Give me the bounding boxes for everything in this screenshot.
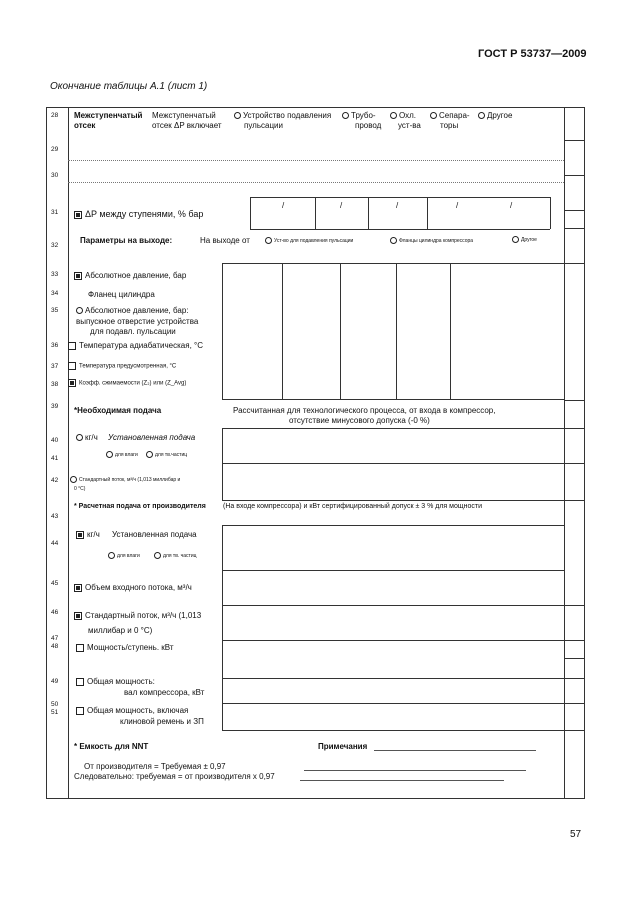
option-text: пульсации <box>244 121 283 130</box>
option-pulsation-device[interactable]: Уст-во для подавления пульсации <box>265 237 353 244</box>
abs-pressure-outlet[interactable]: Абсолютное давление, бар: <box>76 306 189 315</box>
option-pulsation[interactable]: Устройство подавления <box>234 111 331 120</box>
field-note: отсутствие минусового допуска (-0 %) <box>289 416 430 425</box>
power-per-stage-field[interactable]: Мощность/ступень. кВт <box>76 643 174 652</box>
table-caption: Окончание таблицы А.1 (лист 1) <box>50 81 208 92</box>
field-note: Рассчитанная для технологического процесса, от входа в компрессор, <box>233 406 496 415</box>
field-label: Установленная подача <box>112 530 197 539</box>
formula-line: Следовательно: требуемая = от производителя x 0,97 <box>74 772 275 781</box>
radio-icon <box>265 237 272 244</box>
slash-mark: / <box>282 201 285 210</box>
nnt-capacity-label: * Емкость для NNT <box>74 742 149 751</box>
radio-icon <box>106 451 113 458</box>
row-number: 36 <box>51 342 59 349</box>
option-cooler[interactable]: Охл. <box>390 111 416 120</box>
field-label: Межступенчатый <box>152 111 216 120</box>
unit-kg-h-checkbox[interactable]: кг/ч <box>76 530 100 539</box>
option-text: торы <box>440 121 459 130</box>
std-flow-option[interactable]: Стандартный поток, м³/ч (1,013 миллибар и <box>70 476 180 483</box>
inlet-volume-field[interactable]: Объем входного потока, м³/ч <box>74 583 192 592</box>
radio-icon <box>76 307 83 314</box>
row-title: отсек <box>74 121 96 130</box>
row-number: 31 <box>51 209 59 216</box>
field-label: отсек ΔP включает <box>152 121 222 130</box>
unit-kg-h-option[interactable]: кг/ч <box>76 433 98 442</box>
field-label: миллибар и 0 °С) <box>88 626 153 635</box>
field-label: клиновой ремень и ЗП <box>120 717 204 726</box>
checkbox-icon <box>76 707 84 715</box>
radio-icon <box>342 112 349 119</box>
option-other[interactable]: Другое <box>478 111 512 120</box>
outlet-params-title: Параметры на выходе: <box>80 236 173 245</box>
row-number: 49 <box>51 678 59 685</box>
checkbox-icon <box>76 531 84 539</box>
field-label: Фланец цилиндра <box>88 290 155 299</box>
rated-flow-title: * Расчетная подача от производителя <box>74 503 206 510</box>
radio-icon <box>478 112 485 119</box>
field-label: Установленная подача <box>108 433 196 442</box>
row-number: 34 <box>51 290 59 297</box>
slash-mark: / <box>510 201 513 210</box>
option-particles[interactable]: для тв.частиц <box>146 451 187 458</box>
row-number: 45 <box>51 580 59 587</box>
radio-icon <box>154 552 161 559</box>
option-particles[interactable]: для тв. частиц <box>154 552 197 559</box>
design-temp-field[interactable]: Температура предусмотренная, °С <box>68 362 176 370</box>
radio-icon <box>512 236 519 243</box>
field-label: вал компрессора, кВт <box>124 688 205 697</box>
abs-pressure-field[interactable]: Абсолютное давление, бар <box>74 271 186 280</box>
remarks-input[interactable] <box>374 750 536 751</box>
adiabatic-temp-field[interactable]: Температура адиабатическая, °С <box>68 341 203 350</box>
row-number: 29 <box>51 146 59 153</box>
radio-icon <box>108 552 115 559</box>
row-number: 43 <box>51 513 59 520</box>
radio-icon <box>146 451 153 458</box>
row-number: 39 <box>51 403 59 410</box>
row-number: 42 <box>51 477 59 484</box>
checkbox-icon <box>74 584 82 592</box>
field-label: На выходе от <box>200 236 250 245</box>
total-power-belt-field[interactable]: Общая мощность, включая <box>76 706 188 715</box>
row-number: 40 <box>51 437 59 444</box>
radio-icon <box>390 237 397 244</box>
slash-mark: / <box>340 201 343 210</box>
row-number: 48 <box>51 643 59 650</box>
row-number: 30 <box>51 172 59 179</box>
formula-line: От производителя = Требуемая ± 0,97 <box>84 762 226 771</box>
total-power-shaft-field[interactable]: Общая мощность: <box>76 677 155 686</box>
slash-mark: / <box>396 201 399 210</box>
radio-icon <box>76 434 83 441</box>
checkbox-icon <box>76 644 84 652</box>
row-number: 51 <box>51 709 59 716</box>
checkbox-icon <box>74 272 82 280</box>
remarks-label: Примечания <box>318 742 368 751</box>
checkbox-icon <box>74 211 82 219</box>
field-label: выпускное отверстие устройства <box>76 317 199 326</box>
option-cylinder-flanges[interactable]: Фланцы цилиндра компрессора <box>390 237 473 244</box>
radio-icon <box>390 112 397 119</box>
page-number: 57 <box>570 829 582 840</box>
row-number: 47 <box>51 635 59 642</box>
option-moisture[interactable]: для влаги <box>108 552 140 559</box>
radio-icon <box>70 476 77 483</box>
formula-input[interactable] <box>300 780 504 781</box>
checkbox-icon <box>68 379 76 387</box>
option-text: уст-ва <box>398 121 421 130</box>
formula-input[interactable] <box>304 770 526 771</box>
row-number: 44 <box>51 540 59 547</box>
field-note: (На входе компрессора) и кВт сертифицированный допуск ± 3 % для мощности <box>223 503 482 510</box>
checkbox-icon <box>74 612 82 620</box>
required-flow-title: *Необходимая подача <box>74 406 162 415</box>
compressibility-field[interactable]: Коэфф. сжимаемости (Z₂) или (Z_Avg) <box>68 379 186 387</box>
row-number: 38 <box>51 381 59 388</box>
std-flow-field[interactable]: Стандартный поток, м³/ч (1,013 <box>74 611 201 620</box>
checkbox-icon <box>76 678 84 686</box>
standard-code: ГОСТ Р 53737—2009 <box>478 48 587 60</box>
row-title: Межступенчатый <box>74 111 143 120</box>
row-number: 33 <box>51 271 59 278</box>
checkbox-icon <box>68 342 76 350</box>
row-number: 41 <box>51 455 59 462</box>
row-number: 28 <box>51 112 59 119</box>
option-other[interactable]: Другое <box>512 236 537 243</box>
field-label: для подавл. пульсации <box>90 327 176 336</box>
row-number: 46 <box>51 609 59 616</box>
row-number: 50 <box>51 701 59 708</box>
radio-icon <box>234 112 241 119</box>
checkbox-icon <box>68 362 76 370</box>
delta-p-field[interactable]: ΔP между ступенями, % бар <box>74 209 203 219</box>
row-number: 35 <box>51 307 59 314</box>
slash-mark: / <box>456 201 459 210</box>
row-number: 32 <box>51 242 59 249</box>
option-pipeline[interactable]: Трубо- <box>342 111 376 120</box>
option-text: провод <box>355 121 382 130</box>
option-separators[interactable]: Сепара- <box>430 111 470 120</box>
radio-icon <box>430 112 437 119</box>
field-label: 0 °С) <box>74 486 86 492</box>
row-number: 37 <box>51 363 59 370</box>
option-moisture[interactable]: для влаги <box>106 451 138 458</box>
